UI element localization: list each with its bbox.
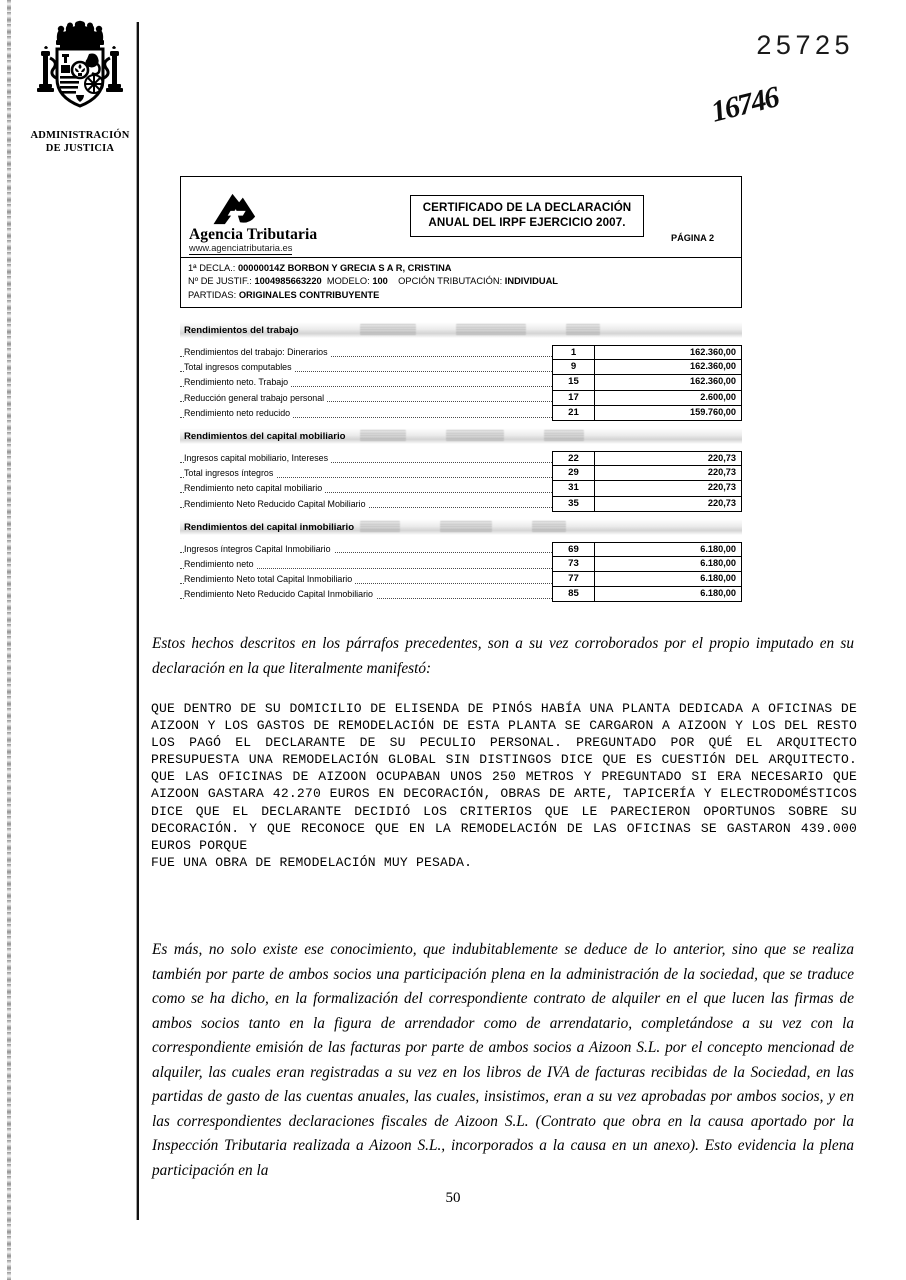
- illegible-column-headers: [360, 324, 742, 338]
- intro-paragraph: Estos hechos descritos en los párrafos precedentes, son a su vez corroborados por el propio imputado en su declaración en la que literalmente manifestó:: [152, 635, 854, 677]
- figure-label-text: Rendimientos del trabajo: Dinerarios: [184, 347, 331, 357]
- faded-text-block: [360, 430, 406, 441]
- spanish-coat-of-arms-icon: [30, 18, 130, 130]
- figure-label-text: Ingresos capital mobiliario, Intereses: [184, 453, 331, 463]
- figure-box-number: 15: [552, 375, 594, 390]
- figure-box-number: 1: [552, 345, 594, 360]
- figure-amount: 6.180,00: [594, 572, 742, 587]
- illegible-column-headers: [360, 430, 742, 444]
- figure-box-number: 29: [552, 466, 594, 481]
- meta-row-partidas: [188, 289, 735, 302]
- agencia-tributaria-logo-icon: [211, 192, 269, 226]
- figure-box-number: 73: [552, 557, 594, 572]
- figure-label: [180, 391, 552, 406]
- table-row: [180, 587, 742, 602]
- agency-url: www.agenciatributaria.es: [189, 243, 292, 256]
- figure-amount: 220,73: [594, 497, 742, 512]
- partidas-label: PARTIDAS:: [188, 289, 237, 300]
- letterhead-line-2: DE JUSTICIA: [45, 142, 115, 154]
- figure-label: [180, 497, 552, 512]
- certificate-title-line-1: CERTIFICADO DE LA DECLARACIÓN: [422, 201, 632, 214]
- declarante-value: 00000014Z BORBON Y GRECIA S A R, CRISTINA: [237, 263, 452, 273]
- table-row: [180, 542, 742, 557]
- faded-text-block: [566, 324, 600, 335]
- faded-text-block: [360, 324, 416, 335]
- table-row: [180, 466, 742, 481]
- figures-section-heading: Rendimientos del capital mobiliario: [180, 428, 742, 444]
- figure-label-text: Total ingresos computables: [184, 362, 295, 372]
- figure-amount: 220,73: [594, 481, 742, 496]
- figure-amount: 6.180,00: [594, 542, 742, 557]
- figure-box-number: 77: [552, 572, 594, 587]
- faded-text-block: [456, 324, 526, 335]
- table-row: [180, 391, 742, 406]
- figure-box-number: 85: [552, 587, 594, 602]
- figure-label: [180, 542, 552, 557]
- figure-box-number: 17: [552, 391, 594, 406]
- opcion-label: OPCIÓN TRIBUTACIÓN:: [398, 276, 503, 287]
- tax-certificate-header: [180, 176, 742, 308]
- figure-label: [180, 451, 552, 466]
- declarante-label: 1ª DECLA.:: [188, 263, 236, 273]
- figure-box-number: 22: [552, 451, 594, 466]
- figure-box-number: 9: [552, 360, 594, 375]
- table-row: [180, 451, 742, 466]
- figure-label: [180, 481, 552, 496]
- figure-label-text: Rendimiento neto reducido: [184, 408, 293, 418]
- figure-amount: 220,73: [594, 451, 742, 466]
- figure-label-text: Rendimiento Neto total Capital Inmobiliario: [184, 574, 355, 584]
- letterhead: [28, 18, 132, 155]
- figure-label-text: Rendimiento neto. Trabajo: [184, 377, 291, 387]
- agency-identity: [181, 177, 391, 257]
- figures-section: [180, 519, 742, 603]
- figures-section: [180, 322, 742, 421]
- table-row: [180, 375, 742, 390]
- figures-rows: [180, 542, 742, 603]
- stamp-number: 25725: [756, 30, 854, 60]
- figure-box-number: 21: [552, 406, 594, 421]
- figure-label: [180, 406, 552, 421]
- figure-amount: 162.360,00: [594, 345, 742, 360]
- certificate-title-line-2: ANUAL DEL IRPF EJERCICIO 2007.: [428, 215, 626, 229]
- table-row: [180, 557, 742, 572]
- figure-label-text: Total ingresos íntegros: [184, 468, 276, 478]
- declaration-paragraph: FUE UNA OBRA DE REMODELACIÓN MUY PESADA.: [151, 854, 473, 870]
- agency-name: Agencia Tributaria: [189, 225, 318, 243]
- partidas-value: ORIGINALES CONTRIBUYENTE: [238, 289, 380, 300]
- figure-box-number: 31: [552, 481, 594, 496]
- figure-amount: 162.360,00: [594, 360, 742, 375]
- figure-label: [180, 587, 552, 602]
- table-row: [180, 572, 742, 587]
- certificate-metadata: [181, 257, 741, 307]
- figure-label: [180, 557, 552, 572]
- opcion-value: INDIVIDUAL: [504, 276, 558, 287]
- tax-figures: [180, 322, 742, 609]
- figures-rows: [180, 451, 742, 512]
- figure-label: [180, 572, 552, 587]
- table-row: [180, 345, 742, 360]
- figure-box-number: 69: [552, 542, 594, 557]
- figure-label-text: Ingresos íntegros Capital Inmobiliario: [184, 544, 334, 554]
- closing-paragraph: Es más, no solo existe ese conocimiento, que indubitablemente se deduce de lo anterior, sino que se realiza también por parte de ambos socios una participación plena en la administración de la sociedad, que se traduce como se ha dicho, en la formalización del correspondiente contrato de alquiler en el que lucen las firmas de ambos socios tanto en la figura de arrendador como de arrendatario, completándose a su vez con la correspondiente emisión de las facturas por parte de ambos socios a Aizoon S.L. por el concepto mencionad de alquiler, las cuales eran registradas a su vez en los libros de IVA de facturas recibidas de la Sociedad, en las partidas de gasto de las cuentas anuales, las cuales, insistimos, eran a su vez aprobadas por ambos socios, y en las correspondientes declaraciones fiscales de Aizoon S.L. (Contrato que obra en la causa aportado por la Inspección Tributaria realizada a Aizoon S.L., incorporados a la causa en un anexo). Esto evidencia la plena participación en la: [152, 941, 854, 1179]
- table-row: [180, 497, 742, 512]
- certificate-top-row: [181, 177, 741, 257]
- page-number: 50: [445, 1190, 461, 1206]
- faded-text-block: [440, 521, 492, 532]
- certificate-box: [180, 176, 742, 308]
- figure-label: [180, 375, 552, 390]
- figure-label-text: Reducción general trabajo personal: [184, 393, 327, 403]
- figure-amount: 6.180,00: [594, 587, 742, 602]
- figures-section: [180, 428, 742, 512]
- declaration-quote: [151, 700, 857, 871]
- scan-edge-artifact-secondary: [7, 0, 11, 1280]
- figure-amount: 159.760,00: [594, 406, 742, 421]
- table-row: [180, 360, 742, 375]
- certificate-title: [410, 195, 645, 237]
- figure-amount: 2.600,00: [594, 391, 742, 406]
- figure-box-number: 35: [552, 497, 594, 512]
- table-row: [180, 406, 742, 421]
- faded-text-block: [544, 430, 584, 441]
- meta-row-justificante: [188, 275, 735, 288]
- modelo-value: 100: [372, 276, 388, 287]
- justif-value: 1004985663220: [254, 276, 322, 287]
- figure-amount: 220,73: [594, 466, 742, 481]
- figures-section-heading: Rendimientos del capital inmobiliario: [180, 519, 742, 535]
- left-margin-rule: [137, 22, 139, 1220]
- certificate-page-label: PÁGINA 2: [671, 233, 715, 243]
- faded-text-block: [360, 521, 400, 532]
- figure-label-text: Rendimiento Neto Reducido Capital Inmobiliario: [184, 589, 376, 599]
- figure-label: [180, 360, 552, 375]
- figure-label: [180, 466, 552, 481]
- declaration-paragraph: QUE DENTRO DE SU DOMICILIO DE ELISENDA DE PINÓS HABÍA UNA PLANTA DEDICADA A OFICINAS DE AIZOON Y LOS GASTOS DE REMODELACIÓN DE ESTA PLANTA SE CARGARON A AIZOON Y LOS DEL RESTO LOS PAGÓ EL DECLARANTE DE SU PECULIO PERSONAL. PREGUNTADO POR QUÉ EL ARQUITECTO PRESUPUESTA UNA REMODELACIÓN GLOBAL SIN DISTINGOS DICE QUE ES CUESTIÓN DEL ARQUITECTO. QUE LAS OFICINAS DE AIZOON OCUPABAN UNOS 250 METROS Y PREGUNTADO SI ERA NECESARIO QUE AIZOON GASTARA 42.270 EUROS EN DECORACIÓN, OBRAS DE ARTE, TAPICERÍA Y ELECTRODOMÉSTICOS DICE QUE EL DECLARANTE DECIDIÓ LOS CRITERIOS QUE LE PARECIERON OPORTUNOS SOBRE SU DECORACIÓN. Y QUE RECONOCE QUE EN LA REMODELACIÓN DE LAS OFICINAS SE GASTARON 439.000 EUROS PORQUE: [151, 701, 857, 853]
- faded-text-block: [446, 430, 504, 441]
- figure-amount: 6.180,00: [594, 557, 742, 572]
- justif-label: Nº DE JUSTIF.:: [188, 276, 252, 287]
- illegible-column-headers: [360, 521, 742, 535]
- figure-label-text: Rendimiento Neto Reducido Capital Mobiliario: [184, 499, 369, 509]
- handwritten-number: 16746: [707, 80, 781, 129]
- figure-amount: 162.360,00: [594, 375, 742, 390]
- modelo-label: MODELO:: [326, 276, 370, 287]
- figures-rows: [180, 345, 742, 421]
- figure-label-text: Rendimiento neto: [184, 559, 257, 569]
- letterhead-line-1: ADMINISTRACIÓN: [30, 130, 130, 141]
- figure-label-text: Rendimiento neto capital mobiliario: [184, 483, 325, 493]
- faded-text-block: [532, 521, 566, 532]
- figures-section-heading: Rendimientos del trabajo: [180, 322, 742, 338]
- table-row: [180, 481, 742, 496]
- meta-row-declarante: [188, 262, 735, 275]
- certificate-title-wrapper: [391, 177, 667, 257]
- figure-label: [180, 345, 552, 360]
